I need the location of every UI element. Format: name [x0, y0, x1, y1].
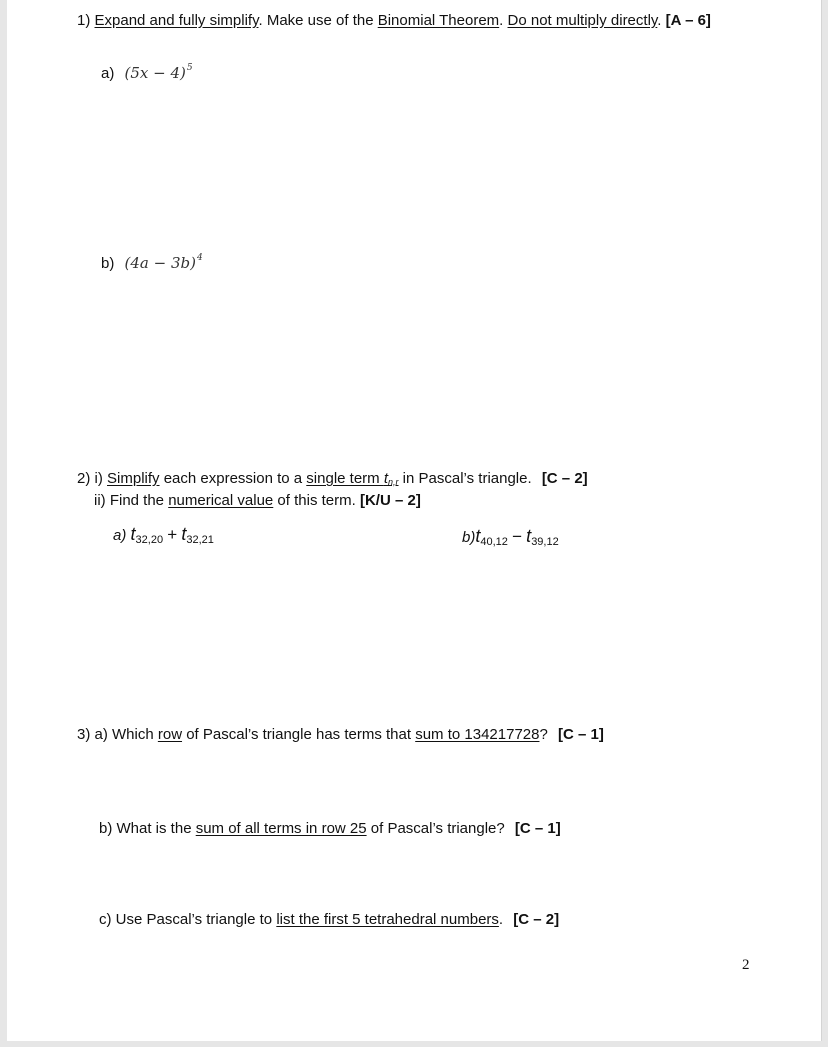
q3c-list: list the first 5 tetrahedral numbers: [276, 911, 499, 928]
q1-mark: [A – 6]: [665, 12, 711, 29]
q1-sep2: .: [499, 12, 508, 29]
q2b-t1-sub: 40,12: [480, 536, 508, 548]
q2a-t1-letter: t: [130, 524, 136, 544]
q3c-prefix: c) Use Pascal’s triangle to: [99, 911, 277, 928]
q1b: [101, 249, 203, 273]
q3a-sum: sum to 134217728: [415, 726, 540, 743]
q2-ii-label: ii) Find the: [94, 492, 169, 509]
q1-heading: [77, 12, 711, 30]
q3b: [99, 820, 561, 838]
q2a-operator: +: [167, 525, 178, 544]
q2-numerical-value: numerical value: [168, 492, 274, 509]
q2-i-mark: [C – 2]: [541, 470, 588, 487]
q2-simplify: Simplify: [107, 470, 160, 487]
q3a-mark: [C – 1]: [557, 726, 604, 743]
q2b-term1: [475, 526, 508, 546]
q1a-label: a): [101, 65, 115, 82]
q1b-base: (4a − 3b): [124, 254, 196, 272]
q2-single-term: [306, 470, 398, 487]
q3b-prefix: b) What is the: [99, 820, 196, 837]
q2a-term1: [131, 524, 164, 544]
q3a-mid: of Pascal’s triangle has terms that: [182, 726, 416, 743]
q1a-base: (5x − 4): [124, 64, 186, 82]
q3a-row: row: [157, 726, 183, 743]
q2b-t2-sub: 39,12: [531, 536, 559, 548]
q2-part-ii: [94, 492, 421, 510]
q1a-expression: [125, 64, 193, 82]
q2-i-text1: each expression to a: [159, 470, 307, 487]
q2a-t2-letter: t: [181, 524, 187, 544]
q2b-label: b): [462, 529, 476, 546]
q2b-term2: [526, 526, 559, 546]
q2-ii-text: of this term.: [273, 492, 356, 509]
q2a-term2: [181, 524, 214, 544]
q1b-exponent: 4: [196, 253, 203, 263]
q2a-label: a): [113, 527, 127, 544]
q2a-t1-sub: 32,20: [135, 534, 164, 546]
q2a: [113, 525, 214, 549]
q1-number: 1): [77, 12, 91, 29]
q2-number: 2) i): [77, 470, 103, 487]
q1-instruction-binomial: Binomial Theorem: [377, 12, 500, 29]
q2-part-i: [77, 470, 588, 491]
q2-single-term-text: single term: [306, 470, 384, 487]
q2b-t1-letter: t: [475, 526, 481, 546]
q1-sep3: .: [657, 12, 662, 29]
q2b: [462, 527, 559, 551]
worksheet-page: [7, 0, 822, 1041]
q2b-t2-letter: t: [526, 526, 532, 546]
q1-instruction-expand: Expand and fully simplify: [94, 12, 259, 29]
q2-ii-mark: [K/U – 2]: [359, 492, 421, 509]
q3b-sum: sum of all terms in row 25: [195, 820, 367, 837]
q3b-end: of Pascal’s triangle?: [366, 820, 505, 837]
q1-sep1: . Make use of the: [258, 12, 378, 29]
q3b-mark: [C – 1]: [514, 820, 561, 837]
q3a-prefix: 3) a) Which: [77, 726, 158, 743]
q3c-end: .: [498, 911, 504, 928]
q3a: [77, 726, 604, 744]
q1a: [101, 59, 193, 83]
q3c-mark: [C – 2]: [513, 911, 560, 928]
q3c: [99, 911, 559, 929]
q2-t-letter: t: [383, 470, 388, 487]
q1b-expression: [125, 254, 203, 272]
q2b-operator: −: [512, 527, 522, 546]
page-number: 2: [742, 957, 750, 973]
q2a-t2-sub: 32,21: [186, 534, 214, 546]
q2-t-sub: n,r: [388, 477, 399, 487]
q2-t-nr: [384, 470, 399, 487]
q1-instruction-no-multiply: Do not multiply directly: [507, 12, 658, 29]
q1b-label: b): [101, 255, 115, 272]
q1a-exponent: 5: [186, 63, 193, 73]
q2-i-text2: in Pascal’s triangle.: [398, 470, 532, 487]
q3a-end: ?: [539, 726, 548, 743]
